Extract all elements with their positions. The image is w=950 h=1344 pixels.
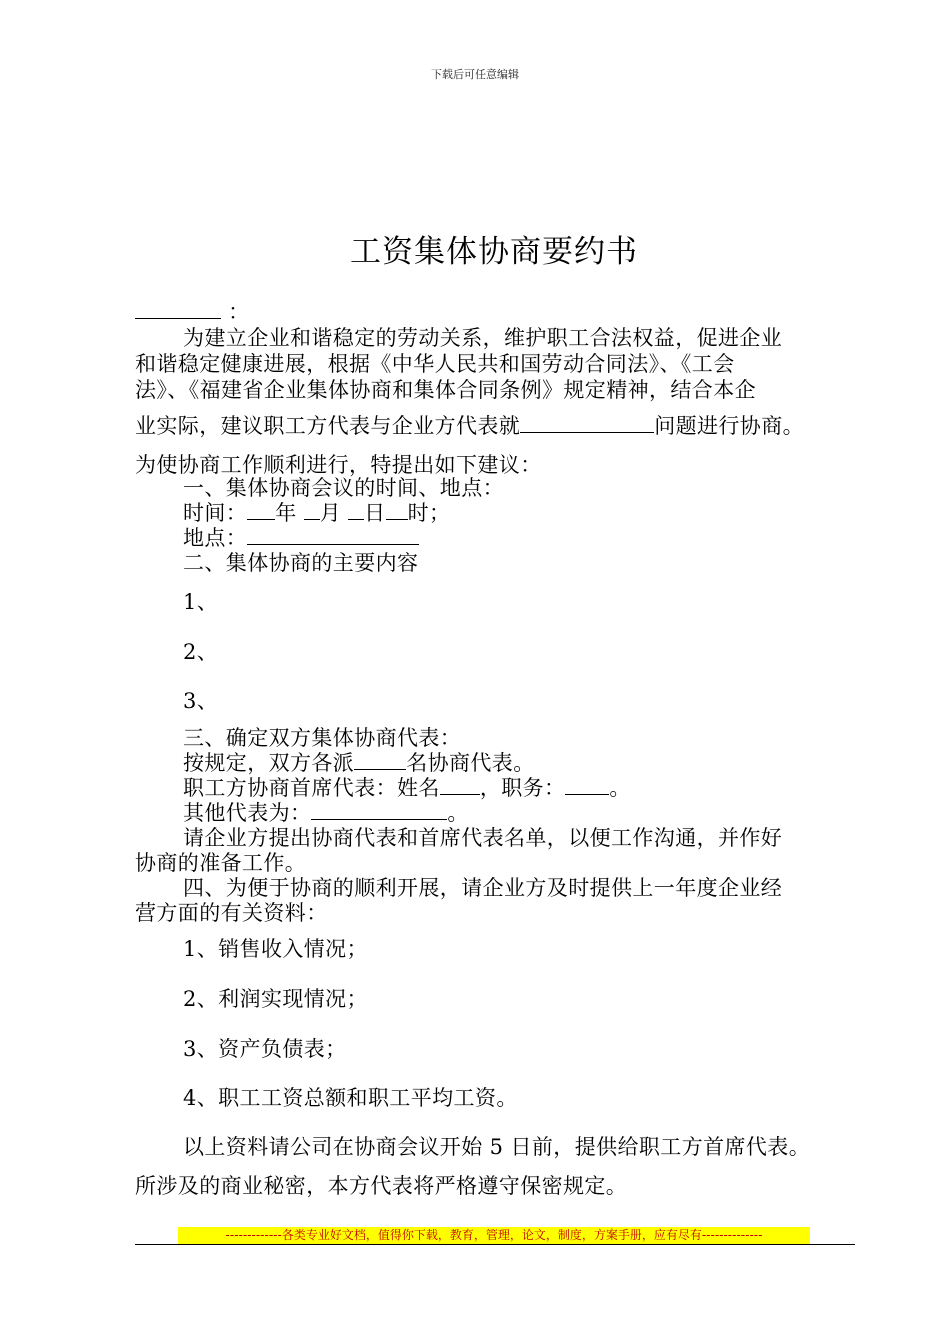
intro-line-4-end: 问题进行协商。 [654, 414, 805, 438]
chief-position-blank [565, 776, 609, 795]
day-label: 日 [364, 501, 386, 525]
chief-rep-end: 。 [609, 776, 631, 800]
intro-line-4-start: 业实际，建议职工方代表与企业方代表就 [135, 414, 521, 438]
other-reps-end: 。 [447, 801, 469, 825]
rep-list-request-line-2: 协商的准备工作。 [135, 851, 307, 875]
chief-name-blank [440, 776, 480, 795]
month-label: 月 [319, 501, 342, 525]
footer-divider [135, 1244, 855, 1245]
section4-heading-line-1: 四、为便于协商的顺利开展，请企业方及时提供上一年度企业经 [183, 876, 783, 900]
other-reps-blank [311, 801, 447, 820]
content-item-1: 1、 [183, 590, 219, 614]
chief-rep-name-label: 职工方协商首席代表：姓名 [183, 776, 440, 800]
other-reps-label: 其他代表为： [183, 801, 312, 825]
rep-count-start: 按规定，双方各派 [183, 751, 355, 775]
month-blank [304, 501, 320, 520]
hour-blank [386, 501, 408, 520]
section3-heading: 三、确定双方集体协商代表： [183, 726, 462, 750]
intro-line-5: 为使协商工作顺利进行，特提出如下建议： [135, 453, 542, 477]
document-title: 工资集体协商要约书 [350, 234, 638, 270]
material-item-1: 1、销售收入情况； [183, 937, 368, 961]
intro-line-1: 为建立企业和谐稳定的劳动关系，维护职工合法权益，促进企业 [183, 326, 783, 350]
header-note: 下载后可任意编辑 [431, 68, 519, 81]
material-item-4: 4、职工工资总额和职工平均工资。 [183, 1086, 518, 1110]
recipient-blank [135, 300, 221, 319]
section1-heading: 一、集体协商会议的时间、地点： [183, 476, 504, 500]
intro-line-3: 法》、《福建省企业集体协商和集体合同条例》规定精神，结合本企 [135, 378, 756, 402]
intro-line-2: 和谐稳定健康进展，根据《中华人民共和国劳动合同法》、《工会 [135, 352, 735, 376]
time-label: 时间： [183, 501, 248, 525]
content-item-2: 2、 [183, 640, 219, 664]
hour-label: 时； [407, 501, 451, 525]
content-item-3: 3、 [183, 689, 219, 713]
closing-line-1: 以上资料请公司在协商会议开始 5 日前，提供给职工方首席代表。 [183, 1135, 811, 1159]
year-label: 年 [275, 501, 297, 525]
rep-count-blank [354, 751, 406, 770]
footer-banner: -------------各类专业好文档，值得你下载，教育，管理，论文，制度，方案手册，应有尽有-------------- [178, 1227, 810, 1244]
section4-heading-line-2: 营方面的有关资料： [135, 901, 328, 925]
place-label: 地点： [183, 526, 248, 550]
intro-line-4 [135, 410, 804, 440]
closing-line-2: 所涉及的商业秘密，本方代表将严格遵守保密规定。 [135, 1174, 628, 1198]
year-blank [247, 501, 275, 520]
rep-count-end: 名协商代表。 [406, 751, 535, 775]
salutation-colon: ： [228, 300, 250, 324]
section2-heading: 二、集体协商的主要内容 [183, 551, 419, 575]
chief-rep-position-label: ，职务： [479, 776, 566, 800]
place-blank [247, 526, 419, 545]
rep-list-request-line-1: 请企业方提出协商代表和首席代表名单，以便工作沟通，并作好 [183, 826, 783, 850]
material-item-2: 2、利润实现情况； [183, 987, 368, 1011]
issue-blank [520, 414, 654, 433]
day-blank [348, 501, 364, 520]
material-item-3: 3、资产负债表； [183, 1037, 347, 1061]
